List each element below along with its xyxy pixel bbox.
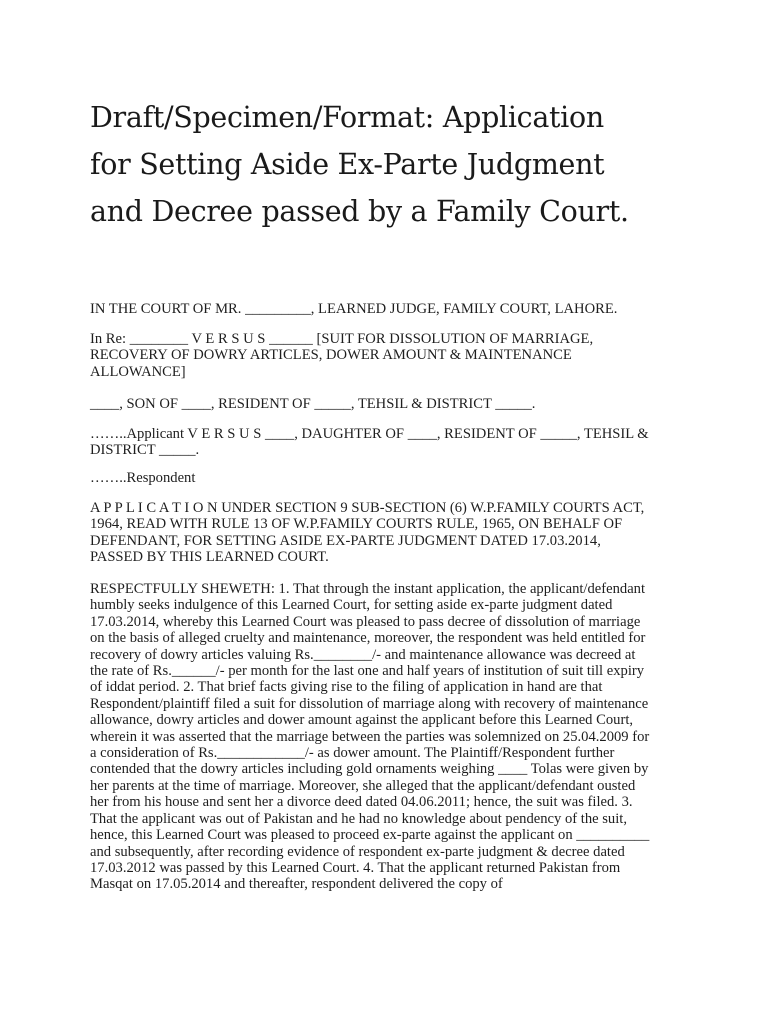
in-re-line: In Re: ________ V E R S U S ______ [SUIT FOR DISSOLUTION OF MARRIAGE, RECOVERY OF DOWRY ARTICLES, DOWER AMOUNT & MAINTENANCE ALLOWANCE] [90, 331, 594, 380]
court-line: IN THE COURT OF MR. _________, LEARNED JUDGE, FAMILY COURT, LAHORE. [90, 301, 618, 317]
body-paragraph: RESPECTFULLY SHEWETH: 1. That through the instant application, the applicant/defendant humbly seeks indulgence of this Learned Court, for setting aside ex-parte judgment dated 17.03.2014, whereby this Learned Court was pleased to pass decree of dissolution of marriage on the basis of alleged cruelty and maintenance, moreover, the respondent was held entitled for recovery of dowry articles valuing Rs.________/- and maintenance allowance was decreed at the rate of Rs.______/- per month for the last one and half years of institution of suit till expiry of iddat period. 2. That brief facts giving rise to the filing of application in hand are that Respondent/plaintiff filed a suit for dissolution of marriage along with recovery of maintenance allowance, dowry articles and dower amount against the applicant before this Learned Court, wherein it was asserted that the marriage between the parties was solemnized on 25.04.2009 for a consideration of Rs.____________/- as dower amount. The Plaintiff/Respondent further contended that the dowry articles including gold ornaments weighing ____ Tolas were given by her parents at the time of marriage. Moreover, she alleged that the applicant/defendant ousted her from his house and sent her a divorce deed dated 04.06.2011; hence, the suit was filed. 3. That the applicant was out of Pakistan and he had no knowledge about pendency of the suit, hence, this Learned Court was pleased to proceed ex-parte against the applicant on __________ and subsequently, after recording evidence of respondent ex-parte judgment & decree dated 17.03.2012 was passed by this Learned Court. 4. That the applicant returned Pakistan from Masqat on 17.05.2014 and thereafter, respondent delivered the copy of [90, 581, 650, 893]
applicant-line: ……..Applicant V E R S U S ____, DAUGHTER OF ____, RESIDENT OF _____, TEHSIL & DISTRICT _____. [90, 426, 649, 459]
son-of-line: ____, SON OF ____, RESIDENT OF _____, TEHSIL & DISTRICT _____. [90, 396, 536, 412]
document-page [90, 94, 650, 893]
document-title: Draft/Specimen/Format: Application for Setting Aside Ex-Parte Judgment and Decree passed by a Family Court. [90, 101, 629, 228]
application-heading: A P P L I C A T I O N UNDER SECTION 9 SUB-SECTION (6) W.P.FAMILY COURTS ACT, 1964, READ WITH RULE 13 OF W.P.FAMILY COURTS RULE, 1965, ON BEHALF OF DEFENDANT, FOR SETTING ASIDE EX-PARTE JUDGMENT DATED 17.03.2014, PASSED BY THIS LEARNED COURT. [90, 500, 645, 566]
respondent-line: ……..Respondent [90, 470, 196, 486]
